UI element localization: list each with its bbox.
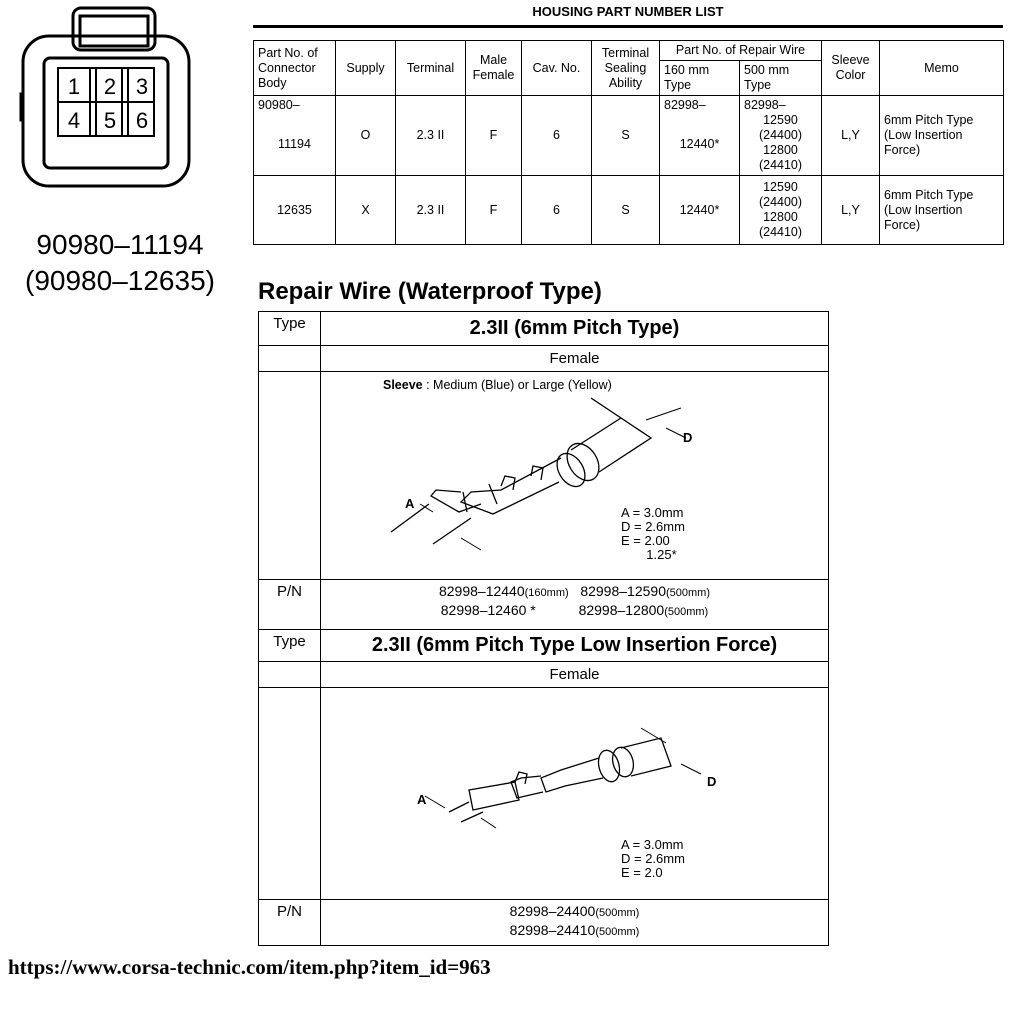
gender-label: Female (321, 662, 829, 688)
pn-len: (500mm) (664, 606, 709, 618)
pin-6: 6 (135, 108, 149, 133)
header-sleeve: Sleeve Color (822, 41, 880, 96)
pn-len: (500mm) (595, 926, 640, 938)
terminal-drawing-1 (321, 372, 829, 578)
memo-cell: 6mm Pitch Type (Low Insertion Force) (880, 96, 1004, 176)
connector-part-number: 90980–11194 (36, 229, 204, 260)
pin-5: 5 (103, 108, 117, 133)
dimension-notes: A = 3.0mm D = 2.6mm E = 2.0 (621, 837, 685, 880)
pn-label: P/N (259, 580, 321, 630)
pin-2: 2 (103, 74, 117, 99)
mf-cell: F (466, 176, 522, 245)
wire160-cell: 12440* (679, 137, 720, 151)
seal-cell: S (592, 176, 660, 245)
header-supply: Supply (336, 41, 396, 96)
pn-len: (160mm) (524, 587, 569, 599)
sleeve-cell: L,Y (822, 96, 880, 176)
table-row (254, 96, 1004, 176)
pn-len: (500mm) (665, 587, 710, 599)
wire500-cell: 12590 (24400) 12800 (24410) (740, 176, 822, 245)
header-repair-wire: Part No. of Repair Wire (660, 41, 822, 61)
pin-4: 4 (67, 108, 81, 133)
sleeve-text: : Medium (Blue) or Large (Yellow) (422, 378, 612, 392)
pn-12800: 82998–12800 (578, 602, 665, 618)
header-cav-no: Cav. No. (522, 41, 592, 96)
body-prefix: 90980– (258, 98, 300, 112)
type-label: Type (259, 312, 321, 346)
connector-diagram (18, 6, 194, 190)
header-160mm: 160 mm Type (660, 61, 740, 96)
header-memo: Memo (880, 41, 1004, 96)
wire500-cell: 12590 (24400) 12800 (24410) (758, 113, 803, 172)
title-rule (253, 25, 1003, 28)
header-male-female: Male Female (466, 41, 522, 96)
sleeve-note (383, 378, 612, 392)
wire500-prefix: 82998– (744, 98, 786, 112)
source-url[interactable]: https://www.corsa-technic.com/item.php?item_id=963 (8, 955, 491, 979)
label-a: A (417, 792, 427, 807)
pn-label: P/N (259, 900, 321, 946)
repair-wire-table (258, 311, 829, 946)
label-a: A (405, 496, 415, 511)
body-number: 11194 (278, 137, 311, 151)
gender-label: Female (321, 346, 829, 372)
seal-cell: S (592, 96, 660, 176)
header-500mm: 500 mm Type (740, 61, 822, 96)
pn-12460: 82998–12460 * (440, 602, 536, 618)
housing-table-title: HOUSING PART NUMBER LIST (532, 4, 724, 19)
pn-len: (500mm) (595, 907, 640, 919)
label-d: D (707, 774, 717, 789)
supply-cell: O (336, 96, 396, 176)
type-title: 2.3II (6mm Pitch Type Low Insertion Force) (321, 630, 829, 662)
terminal-cell: 2.3 II (396, 96, 466, 176)
type-label: Type (259, 630, 321, 662)
pn-list (321, 580, 829, 630)
pin-3: 3 (135, 74, 149, 99)
pn-24410: 82998–24410 (509, 922, 596, 938)
wire160-prefix: 82998– (664, 98, 706, 112)
terminal-figure (321, 372, 828, 578)
type-title: 2.3II (6mm Pitch Type) (321, 312, 829, 346)
cav-cell: 6 (522, 96, 592, 176)
pn-24400: 82998–24400 (509, 903, 596, 919)
mf-cell: F (466, 96, 522, 176)
sleeve-label: Sleeve (383, 378, 423, 392)
header-part-no: Part No. of Connector Body (254, 41, 336, 96)
repair-wire-title: Repair Wire (Waterproof Type) (258, 278, 602, 305)
header-sealing: Terminal Sealing Ability (592, 41, 660, 96)
body-number: 12635 (254, 176, 336, 245)
table-row (254, 176, 1004, 245)
memo-cell: 6mm Pitch Type (Low Insertion Force) (880, 176, 1004, 245)
label-d: D (683, 430, 693, 445)
pin-1: 1 (67, 74, 81, 99)
dimension-notes: A = 3.0mm D = 2.6mm E = 2.00 1.25* (621, 505, 685, 562)
cav-cell: 6 (522, 176, 592, 245)
pn-12440: 82998–12440 (438, 583, 525, 599)
terminal-drawing-2 (321, 688, 829, 898)
terminal-cell: 2.3 II (396, 176, 466, 245)
supply-cell: X (336, 176, 396, 245)
terminal-figure (321, 688, 828, 898)
sleeve-cell: L,Y (822, 176, 880, 245)
housing-part-table (253, 40, 1004, 245)
header-terminal: Terminal (396, 41, 466, 96)
pn-12590: 82998–12590 (580, 583, 666, 599)
pn-list (321, 900, 829, 946)
wire160-cell: 12440* (660, 176, 740, 245)
connector-alt-part-number: (90980–12635) (25, 265, 215, 296)
